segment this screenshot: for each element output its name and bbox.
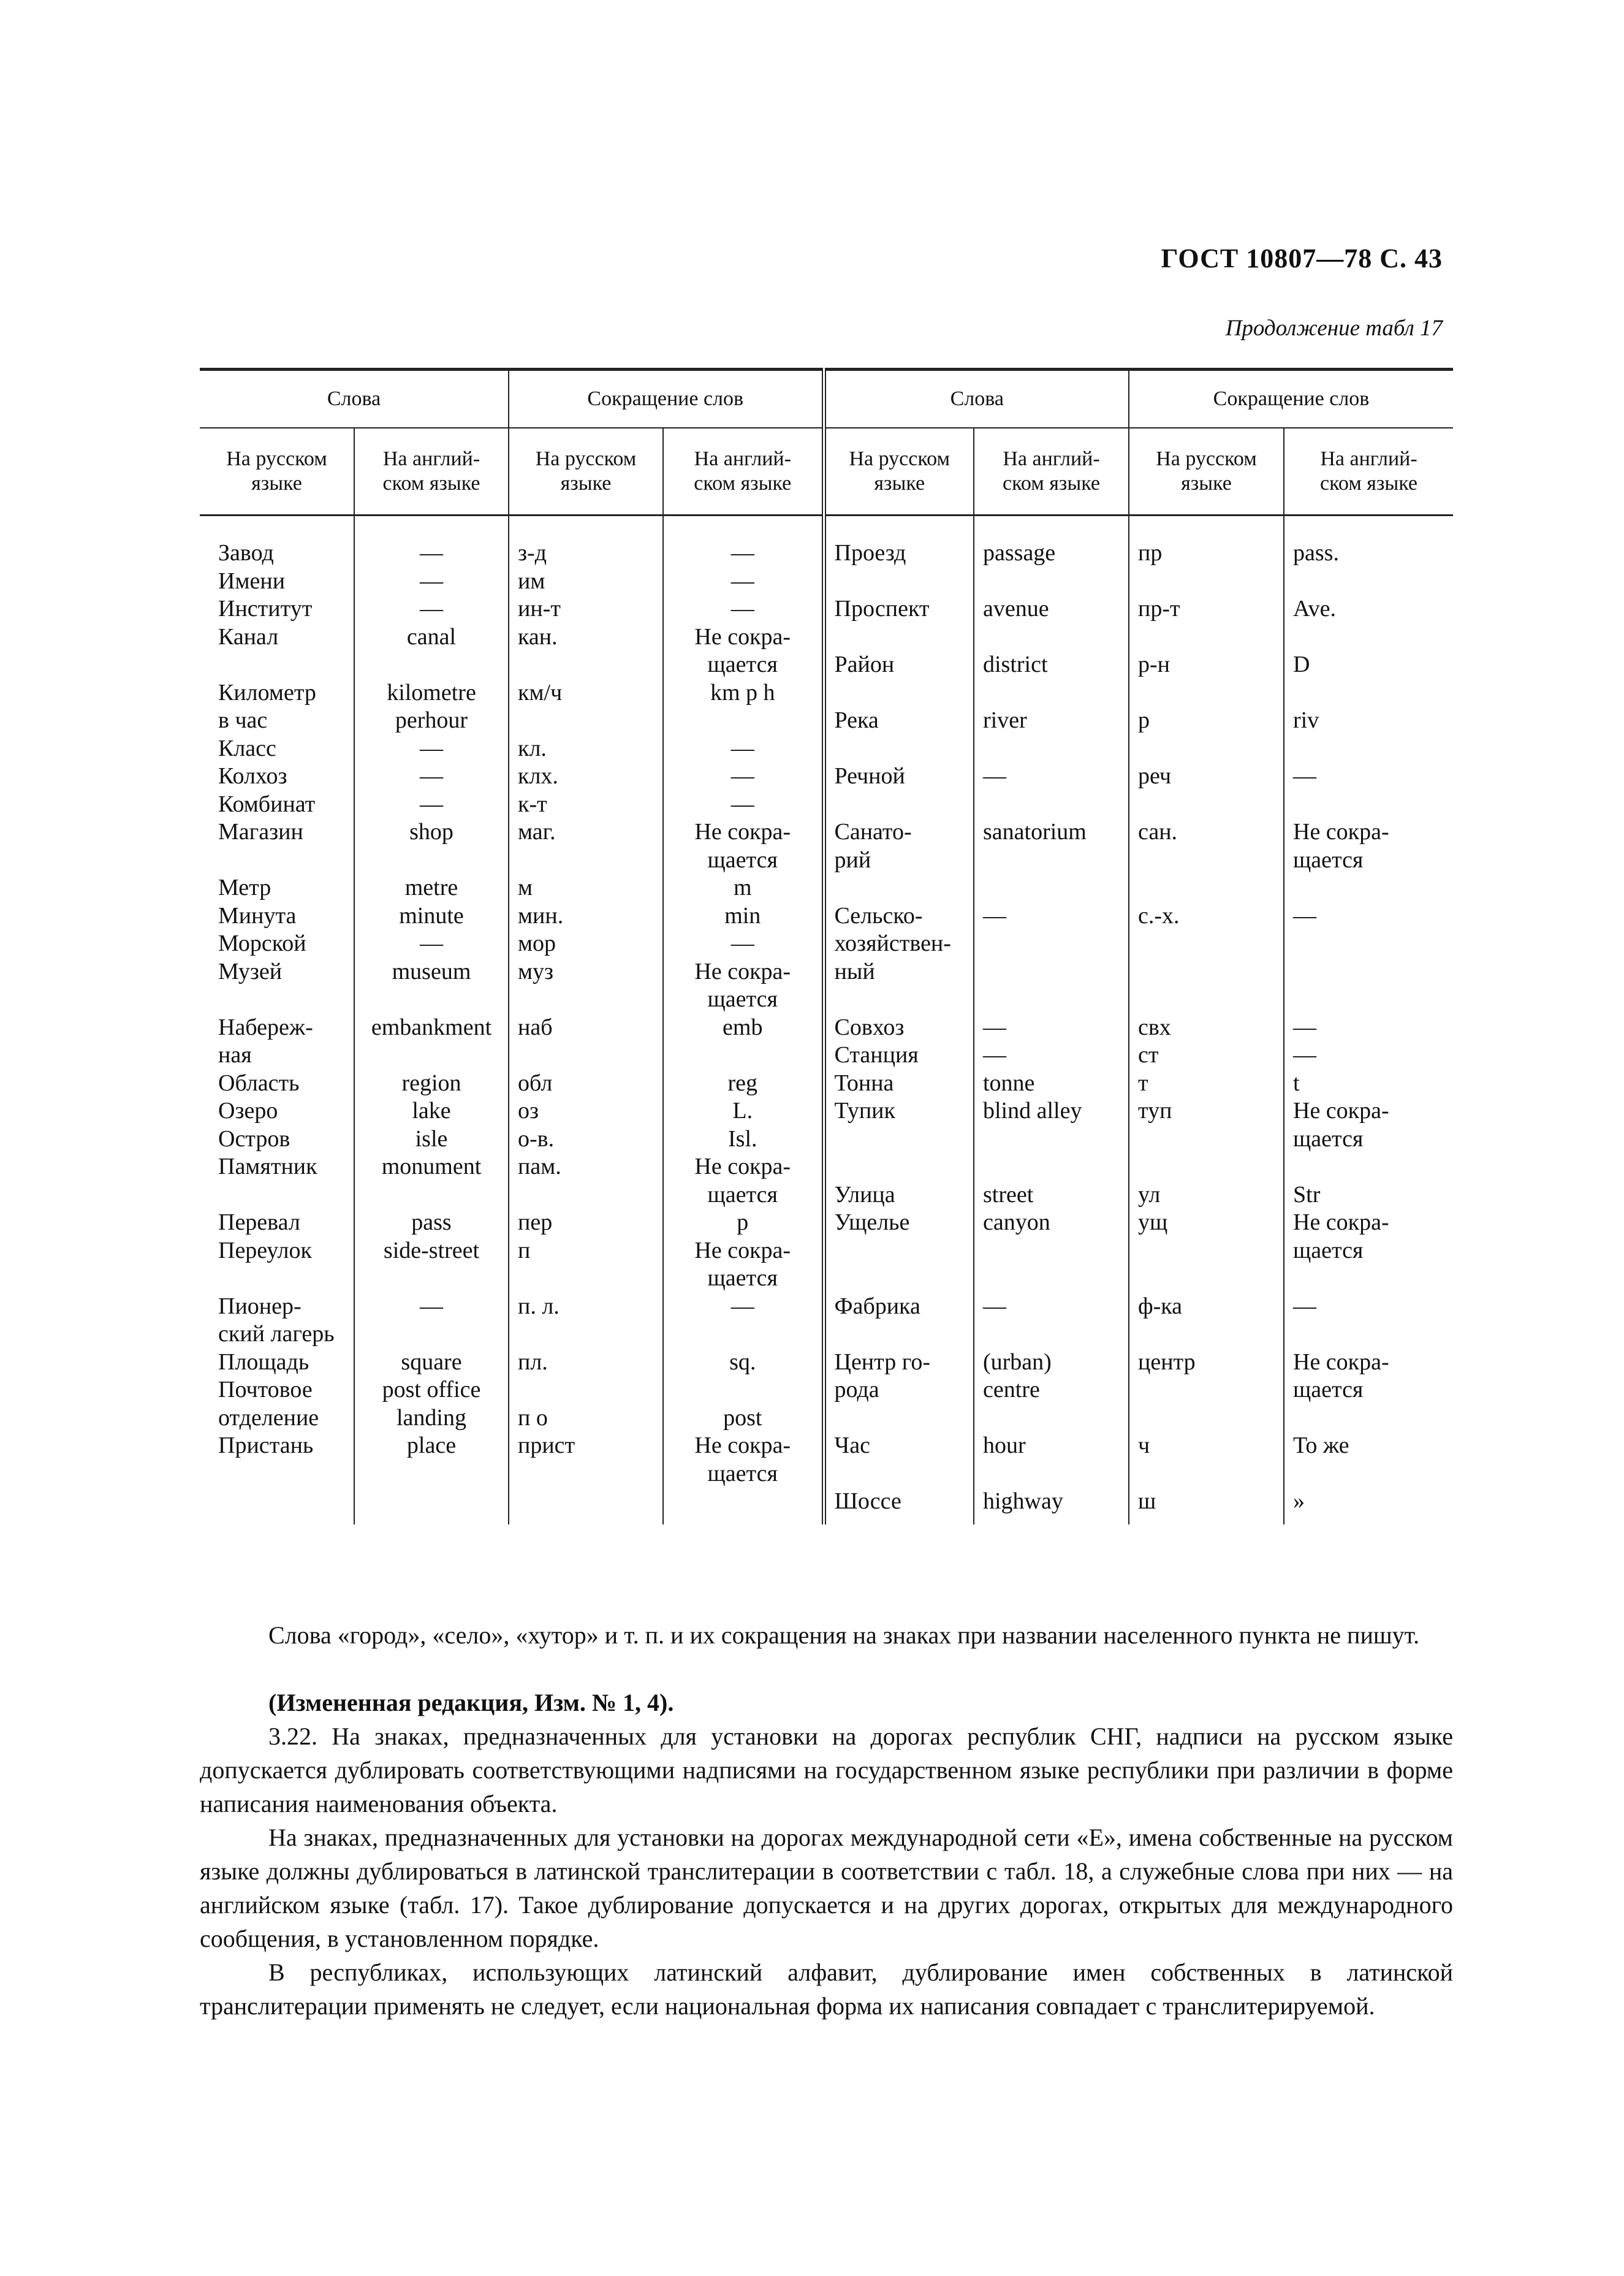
table-cell: — — — canal kilometre perhour — — — shop metre minute — museum embankment region lake isle monument pass side-street — square post office landing place bbox=[354, 539, 509, 1524]
sub-header: На русском языке bbox=[1129, 428, 1284, 516]
page-header: ГОСТ 10807—78 С. 43 bbox=[1161, 243, 1443, 273]
sub-header: На англий- ском языке bbox=[354, 428, 509, 516]
table-continuation-label: Продолжение табл 17 bbox=[1225, 316, 1443, 341]
paragraph: 3.22. На знаках, предназначенных для установки на дорогах республик СНГ, надписи на русском языке допускается дублировать соответствующими надписями на государственном языке республики при различии в форме написания наименования объекта. bbox=[200, 1722, 1453, 1817]
abbreviation-table bbox=[200, 368, 1453, 1524]
table-cell: Проезд Проспект Район Река Речной Санато- рий Сельско- хозяйствен- ный Совхоз Станция Тонна Тупик Улица Ущелье Фабрика Центр го- рода Час Шоссе bbox=[824, 539, 974, 1524]
paragraph: Слова «город», «село», «хутор» и т. п. и их сокращения на знаках при названии населенного пункта не пишут. bbox=[268, 1621, 1420, 1649]
group-header-abbr-left: Сокращение слов bbox=[509, 370, 824, 428]
table-cell: з-д им ин-т кан. км/ч кл. клх. к-т маг. м мин. мор муз наб обл оз о-в. пам. пер п п. л. пл. п о прист bbox=[509, 539, 663, 1524]
sub-header: На англий- ском языке bbox=[1284, 428, 1453, 516]
paragraph-amendment: (Измененная редакция, Изм. № 1, 4). bbox=[268, 1689, 674, 1716]
table-cell: passage avenue district river — sanatorium — — — tonne blind alley street canyon — (urban) centre hour highway bbox=[974, 539, 1129, 1524]
sub-header: На русском языке bbox=[824, 428, 974, 516]
paragraph: В республиках, использующих латинский алфавит, дублирование имен собственных в латинской транслитерации применять не следует, если национальная форма их написания совпадает с транслитерируемой. bbox=[200, 1958, 1453, 2020]
group-header-abbr-right: Сокращение слов bbox=[1129, 370, 1453, 428]
table-cell: — — — Не сокра- щается km p h — — — Не сокра- щается m min — Не сокра- щается emb reg L. Isl. Не сокра- щается p Не сокра- щается — sq. post Не сокра- щается bbox=[663, 539, 824, 1524]
sub-header: На русском языке bbox=[509, 428, 663, 516]
table-cell: pass. Ave. D riv — Не сокра- щается — — — t Не сокра- щается Str Не сокра- щается — Не сокра- щается То же » bbox=[1284, 539, 1453, 1524]
group-header-words-left: Слова bbox=[200, 370, 509, 428]
sub-header: На русском языке bbox=[200, 428, 354, 516]
group-header-words-right: Слова bbox=[824, 370, 1129, 428]
paragraph: На знаках, предназначенных для установки на дорогах международной сети «Е», имена собственные на русском языке должны дублироваться в латинской транслитерации в соответствии с табл. 18, а служебные слова при них — на английском языке (табл. 17). Такое дублирование допускается и на других дорогах, открытых для международного сообщения, в установленном порядке. bbox=[200, 1824, 1453, 1952]
table-cell: пр пр-т р-н р реч сан. с.-х. свх ст т туп ул ущ ф-ка центр ч ш bbox=[1129, 539, 1284, 1524]
sub-header: На англий- ском языке bbox=[974, 428, 1129, 516]
sub-header: На англий- ском языке bbox=[663, 428, 824, 516]
table-cell: Завод Имени Институт Канал Километр в час Класс Колхоз Комбинат Магазин Метр Минута Морской Музей Набереж- ная Область Озеро Остров Памятник Перевал Переулок Пионер- ский лагерь Площадь Почтовое отделение Пристань bbox=[218, 540, 335, 1458]
